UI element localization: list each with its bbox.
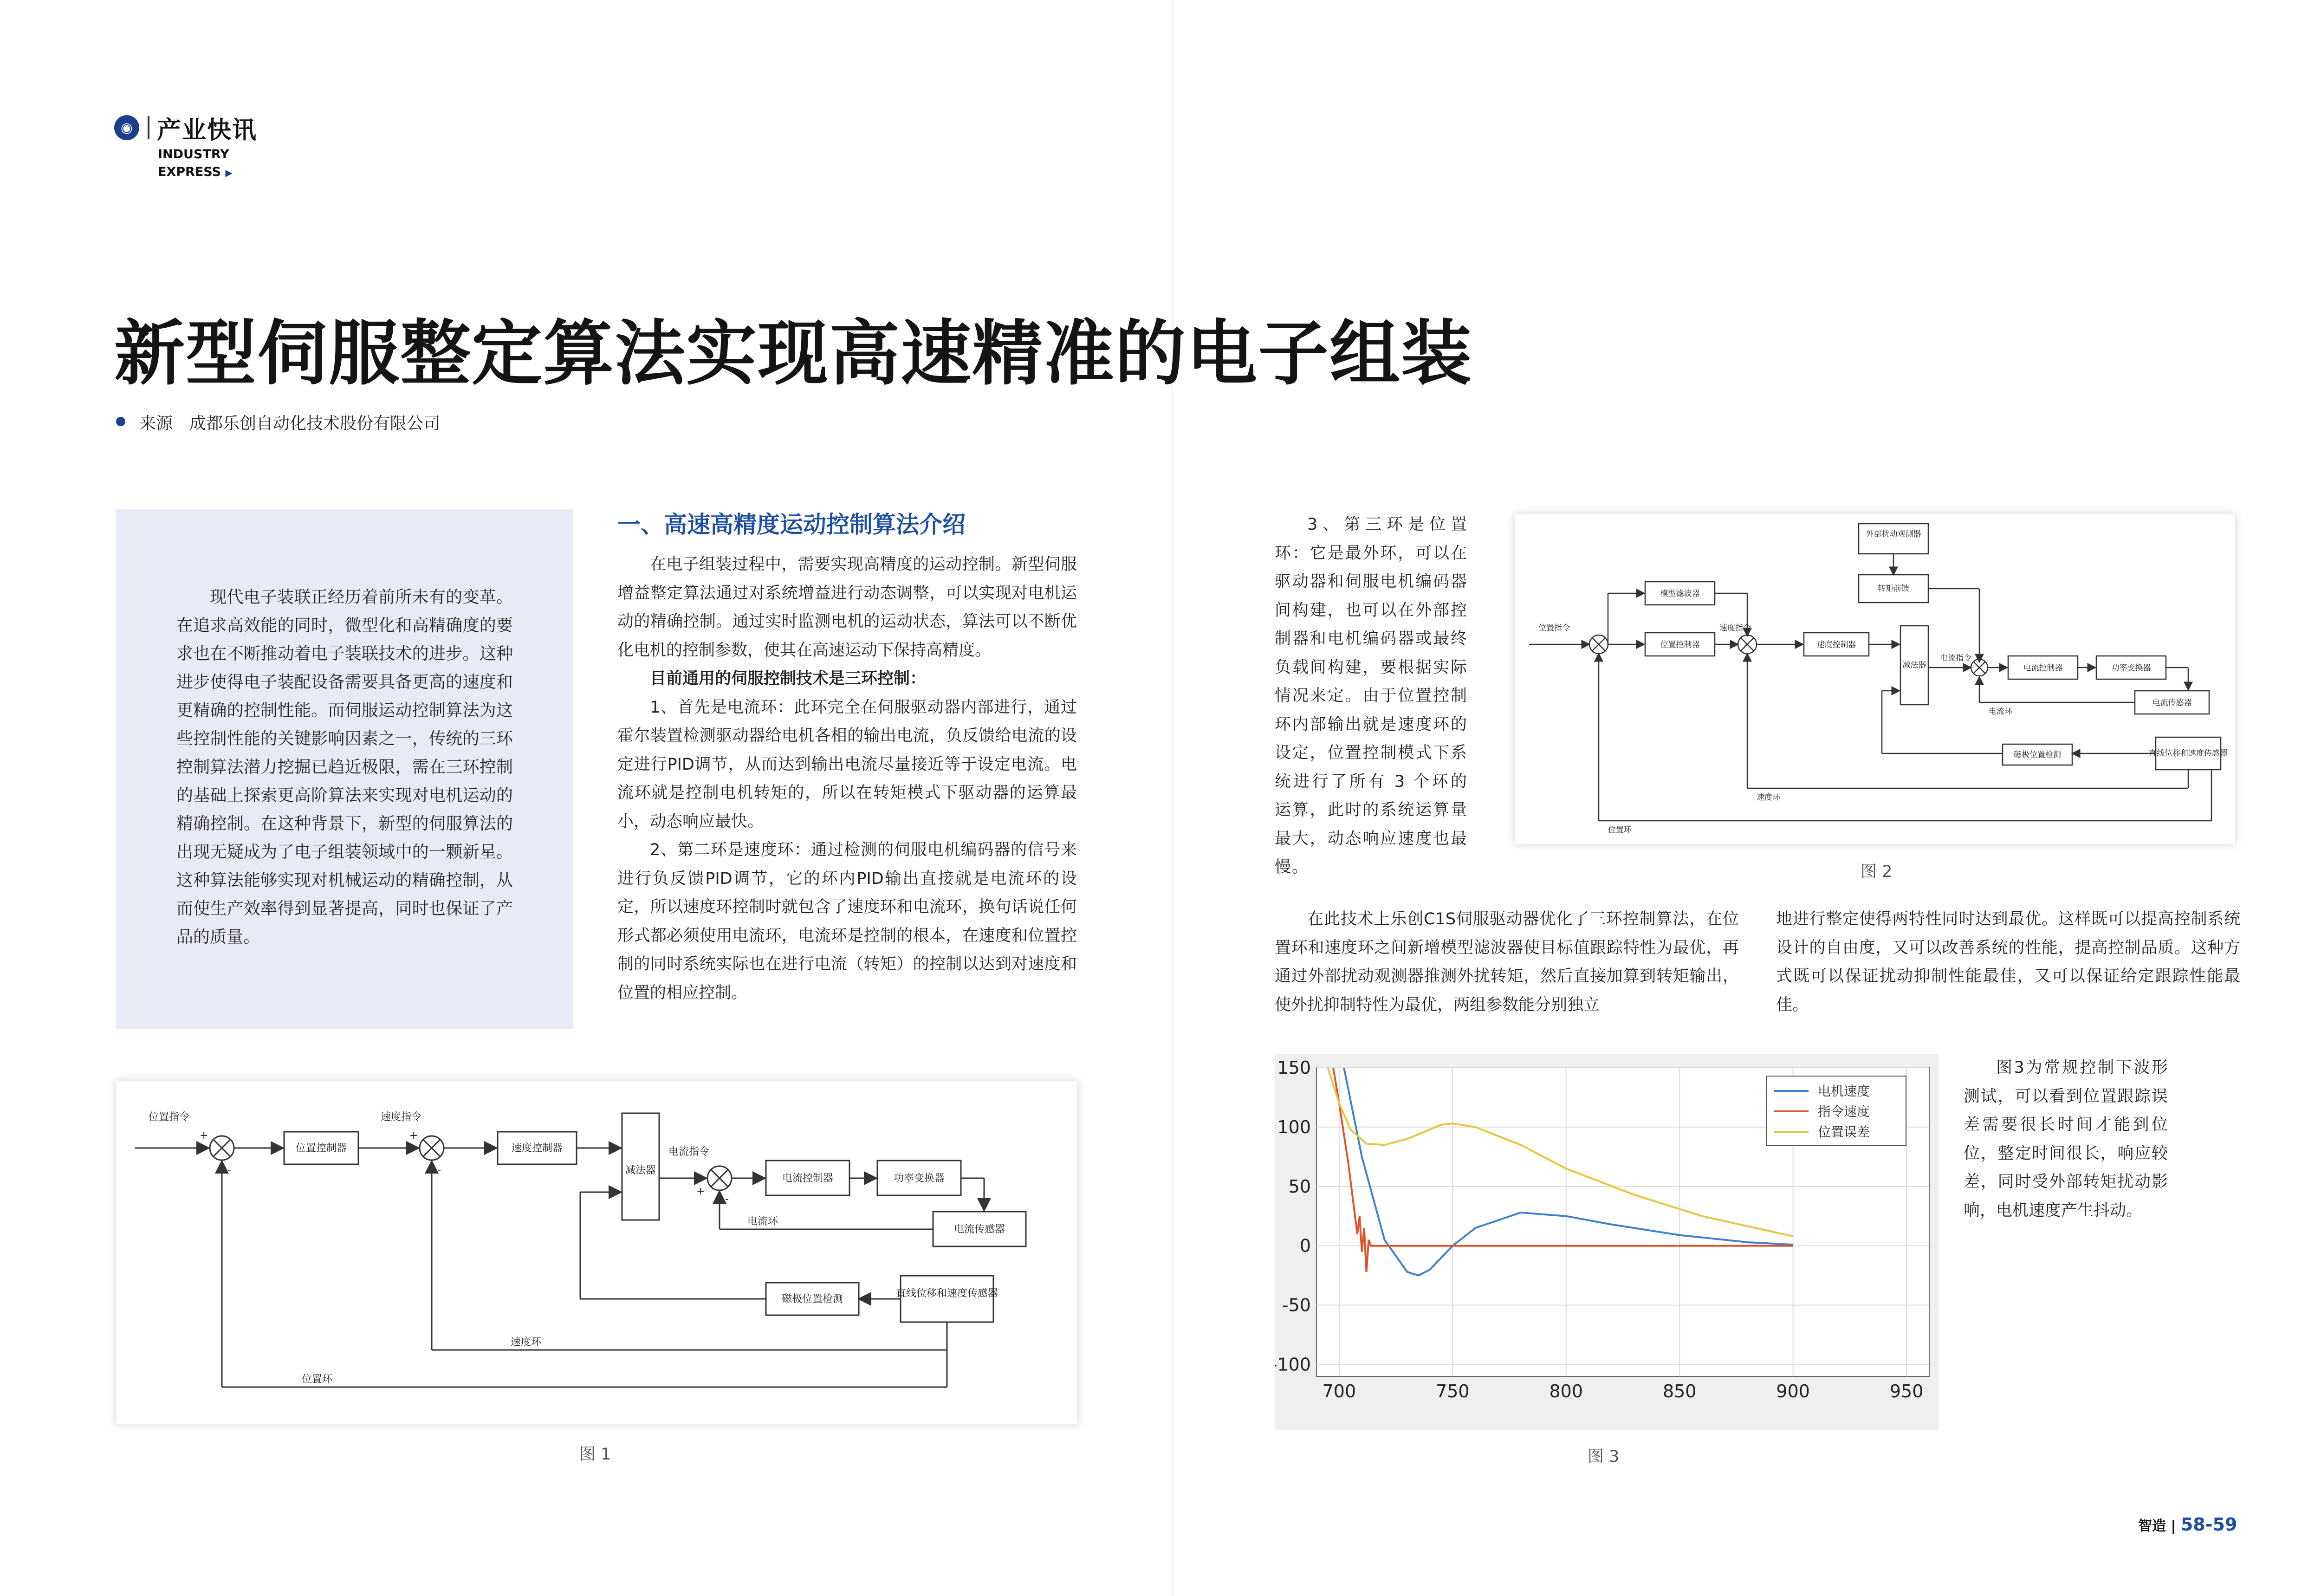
figure-1 bbox=[116, 1081, 1077, 1424]
y-tick-label: -100 bbox=[1275, 1354, 1311, 1375]
paragraph: 在此技术上乐创C1S伺服驱动器优化了三环控制算法，在位置环和速度环之间新增模型滤波器使目标值跟踪特性为最优，再通过外部扰动观测器推测外扰转矩，然后直接加算到转矩输出，使外扰抑制特性为最优，两组参数能分别独立 bbox=[1275, 910, 1739, 1014]
block-torque-ff: 转矩前馈 bbox=[1878, 584, 1909, 593]
label-cur-cmd: 电流指令 bbox=[1940, 654, 1971, 663]
figure-1-diagram bbox=[116, 1081, 1077, 1424]
block-motor: 直线位移和速度传感器 bbox=[895, 1288, 998, 1299]
x-tick-label: 900 bbox=[1776, 1381, 1810, 1401]
x-tick-label: 950 bbox=[1889, 1381, 1924, 1401]
logo-icon: ◉ bbox=[114, 115, 139, 140]
paragraph: 图3为常规控制下波形测试，可以看到位置跟踪误差需要很长时间才能到位位，整定时间很长，响应较差，同时受外部转矩扰动影响，电机速度产生抖动。 bbox=[1964, 1058, 2168, 1220]
intro-box bbox=[116, 509, 573, 1029]
page-divider bbox=[1172, 0, 1173, 1596]
block-motor: 直线位移和速度传感器 bbox=[2149, 749, 2228, 758]
article-column-4 bbox=[1776, 905, 2240, 1019]
label-spd-loop: 速度环 bbox=[511, 1336, 542, 1348]
block-cur-sensor: 电流传感器 bbox=[953, 1224, 1005, 1235]
x-tick-label: 700 bbox=[1322, 1381, 1356, 1401]
section-english bbox=[158, 146, 233, 182]
source-line bbox=[139, 410, 440, 434]
minus-sign: - bbox=[725, 1194, 729, 1205]
paragraph: 1、首先是电流环：此环完全在伺服驱动器内部进行，通过霍尔装置检测驱动器给电机各相的输出电流，负反馈给电流的设定进行PID调节，从而达到输出电流尽量接近等于设定电流。电流环就是控制电机转矩的，所以在转矩模式下驱动器的运算最小，动态响应最快。 bbox=[617, 698, 1077, 831]
block-cur-ctrl: 电流控制器 bbox=[2023, 663, 2063, 673]
block-spd-ctrl: 速度控制器 bbox=[511, 1142, 563, 1154]
arrow-right-icon: ▶ bbox=[225, 167, 233, 178]
label-cur-cmd: 电流指令 bbox=[668, 1146, 710, 1158]
plus-sign: + bbox=[696, 1186, 705, 1197]
paragraph: 2、第二环是速度环：通过检测的伺服电机编码器的信号来进行负反馈PID调节，它的环内PID输出直接就是电流环的设定，所以速度环控制时就包含了速度环和电流环，换句话说任何形式都必须使用电流环，电流环是控制的根本，在速度和位置控制的同时系统实际也在进行电流（转矩）的控制以达到对速度和位置的相应控制。 bbox=[617, 841, 1077, 1002]
block-ext-observer: 外部扰动观测器 bbox=[1866, 530, 1921, 539]
article-column-1 bbox=[617, 551, 1077, 1007]
section-english-line1: INDUSTRY bbox=[158, 147, 229, 162]
block-spd-ctrl: 速度控制器 bbox=[1816, 640, 1856, 649]
intro-paragraph: 现代电子装联正经历着前所未有的变革。在追求高效能的同时，微型化和高精确度的要求也在不断推动着电子装联技术的进步。这种进步使得电子装配设备需要具备更高的速度和更精确的控制性能。而伺服运动控制算法为这些控制性能的关键影响因素之一，传统的三环控制算法潜力挖掘已趋近极限，需在三环控制的基础上探索更高阶算法来实现对电机运动的精确控制。在这种背景下，新型的伺服算法的出现无疑成为了电子组装领域中的一颗新星。这种算法能够实现对机械运动的精确控制，从而使生产效率得到显著提高，同时也保证了产品的质量。 bbox=[176, 588, 513, 947]
source-label: 来源 bbox=[139, 414, 173, 433]
article-title: 新型伺服整定算法实现高速精准的电子组装 bbox=[114, 312, 1472, 395]
minus-sign: - bbox=[437, 1165, 441, 1176]
block-mag: 磁极位置检测 bbox=[2014, 750, 2061, 759]
source-value: 成都乐创自动化技术股份有限公司 bbox=[189, 414, 441, 433]
y-tick-label: -50 bbox=[1282, 1295, 1311, 1316]
page-footer: 智造 | 58-59 bbox=[2138, 1514, 2237, 1535]
figure-1-caption: 图 1 bbox=[579, 1445, 611, 1464]
y-tick-label: 100 bbox=[1277, 1116, 1311, 1137]
label-cur-loop: 电流环 bbox=[1989, 707, 2012, 716]
label-cur-loop: 电流环 bbox=[747, 1216, 778, 1227]
block-amp: 功率变换器 bbox=[893, 1173, 945, 1184]
y-tick-label: 50 bbox=[1288, 1176, 1311, 1197]
article-column-5 bbox=[1964, 1054, 2168, 1225]
block-subtractor: 减法器 bbox=[1902, 661, 1926, 670]
footer-label: 智造 bbox=[2138, 1518, 2166, 1534]
block-mag: 磁极位置检测 bbox=[781, 1293, 843, 1305]
paragraph: 地进行整定使得两特性同时达到最优。这样既可以提高控制系统设计的自由度，又可以改善系统的性能，提高控制品质。这种方式既可以保证扰动抑制性能最佳，又可以保证给定跟踪性能最佳。 bbox=[1776, 910, 2240, 1014]
x-tick-label: 850 bbox=[1662, 1381, 1697, 1401]
legend-label: 位置误差 bbox=[1818, 1124, 1870, 1140]
figure-3-chart bbox=[1275, 1054, 1938, 1430]
section-name: 产业快讯 bbox=[157, 117, 258, 144]
legend-label: 电机速度 bbox=[1818, 1083, 1870, 1099]
header-divider bbox=[148, 116, 149, 139]
label-pos-loop: 位置环 bbox=[1608, 825, 1632, 835]
label-pos-loop: 位置环 bbox=[302, 1374, 333, 1385]
page-numbers: 58-59 bbox=[2180, 1514, 2237, 1535]
block-amp: 功率变换器 bbox=[2111, 663, 2151, 673]
label-pos-cmd: 位置指令 bbox=[1538, 623, 1570, 633]
block-cur-sensor: 电流传感器 bbox=[2152, 698, 2192, 707]
label-spd-loop: 速度环 bbox=[1757, 793, 1780, 802]
article-column-3 bbox=[1275, 905, 1739, 1019]
figure-3-caption: 图 3 bbox=[1588, 1447, 1620, 1466]
article-column-2 bbox=[1275, 511, 1468, 882]
block-model-filter: 模型滤波器 bbox=[1660, 589, 1700, 598]
figure-2 bbox=[1515, 514, 2235, 844]
figure-3 bbox=[1275, 1054, 1938, 1430]
block-pos-ctrl: 位置控制器 bbox=[295, 1142, 347, 1154]
figure-2-caption: 图 2 bbox=[1861, 863, 1893, 881]
section-heading: 一、高速高精度运动控制算法介绍 bbox=[617, 511, 966, 538]
section-english-line2: EXPRESS bbox=[158, 165, 221, 179]
paragraph-bold: 目前通用的伺服控制技术是三环控制： bbox=[650, 669, 927, 688]
label-pos-cmd: 位置指令 bbox=[149, 1111, 190, 1123]
label-spd-cmd: 速度指令 bbox=[381, 1111, 422, 1123]
legend-label: 指令速度 bbox=[1818, 1104, 1870, 1119]
plus-sign: + bbox=[409, 1130, 418, 1142]
figure-2-diagram bbox=[1515, 514, 2235, 844]
block-subtractor: 减法器 bbox=[625, 1165, 656, 1176]
plus-sign: + bbox=[200, 1130, 208, 1142]
block-cur-ctrl: 电流控制器 bbox=[782, 1173, 834, 1184]
y-tick-label: 150 bbox=[1277, 1058, 1311, 1078]
y-tick-label: 0 bbox=[1299, 1235, 1311, 1256]
x-tick-label: 750 bbox=[1436, 1381, 1470, 1401]
x-tick-label: 800 bbox=[1549, 1381, 1583, 1401]
minus-sign: - bbox=[227, 1165, 231, 1176]
bullet-icon bbox=[116, 417, 125, 426]
paragraph: 3、第三环是位置环：它是最外环，可以在驱动器和伺服电机编码器间构建，也可以在外部控制器和电机编码器或最终负载间构建，要根据实际情况来定。由于位置控制环内部输出就是速度环的设定，位置控制模式下系统进行了所有 3 个环的运算，此时的系统运算量最大，动态响应速度也最慢。 bbox=[1275, 515, 1468, 876]
paragraph: 在电子组装过程中，需要实现高精度的运动控制。新型伺服增益整定算法通过对系统增益进行动态调整，可以实现对电机运动的精确控制。通过实时监测电机的运动状态，算法可以不断优化电机的控制参数，使其在高速运动下保持高精度。 bbox=[617, 555, 1077, 660]
block-pos-ctrl: 位置控制器 bbox=[1660, 640, 1700, 649]
label-spd-cmd: 速度指令 bbox=[1719, 623, 1751, 633]
